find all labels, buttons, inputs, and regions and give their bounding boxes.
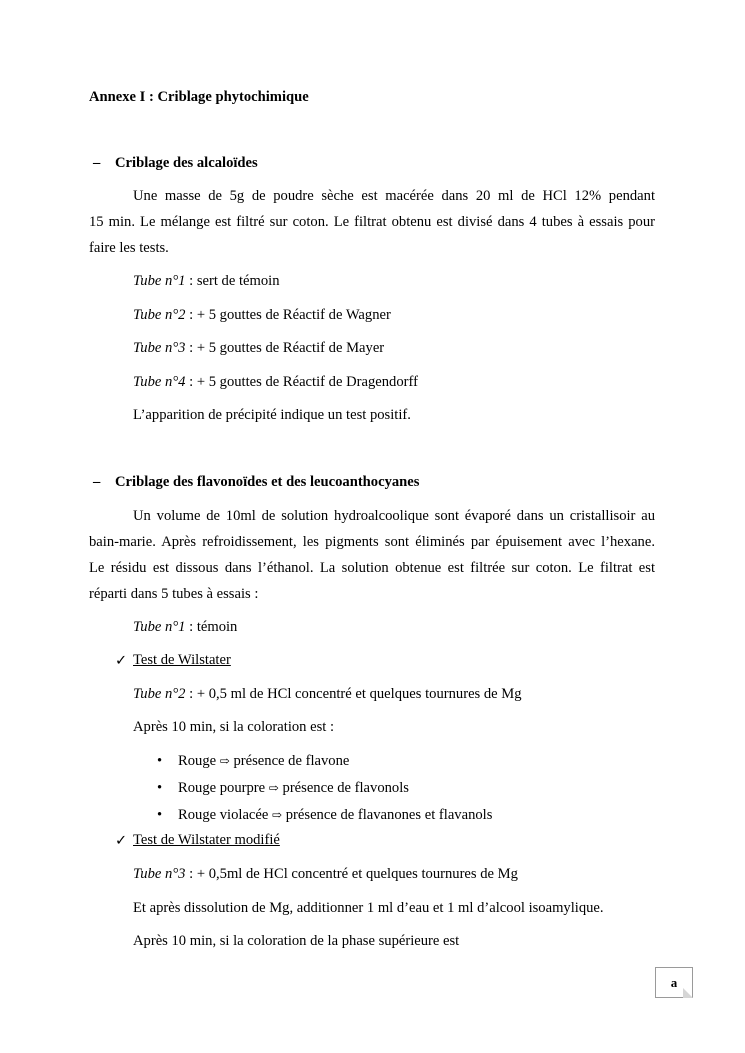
bullet-icon: • <box>157 807 163 823</box>
list-item <box>178 780 409 797</box>
paragraph-line: Le résidu est dissous dans l’éthanol. La solution obtenue est filtrée sur coton. Le filtrat est <box>89 560 655 576</box>
tube-text: : + 5 gouttes de Réactif de Mayer <box>185 340 385 356</box>
dash-bullet: – <box>93 474 101 490</box>
tube-line <box>133 307 391 324</box>
bullet-icon: • <box>157 753 163 769</box>
section-heading-alkaloids: Criblage des alcaloïdes <box>115 155 258 171</box>
dash-bullet: – <box>93 155 101 171</box>
tube-line <box>133 374 418 391</box>
tube-text: : + 0,5ml de HCl concentré et quelques tournures de Mg <box>185 866 518 882</box>
tube-text: : + 5 gouttes de Réactif de Wagner <box>185 307 391 323</box>
paragraph-line: faire les tests. <box>89 240 169 256</box>
paragraph-line: réparti dans 5 tubes à essais : <box>89 586 259 602</box>
tube-line <box>133 340 384 357</box>
result-text: présence de flavone <box>233 753 350 769</box>
tube-label: Tube n°1 <box>133 619 186 635</box>
list-item <box>178 753 349 770</box>
tube-line <box>133 686 522 703</box>
tube-label: Tube n°3 <box>133 340 186 356</box>
bullet-icon: • <box>157 780 163 796</box>
page-title: Annexe I : Criblage phytochimique <box>89 89 309 105</box>
arrow-right-icon: ⇨ <box>219 754 230 768</box>
paragraph-line: Une masse de 5g de poudre sèche est macérée dans 20 ml de HCl 12% pendant <box>133 188 655 204</box>
arrow-right-icon: ⇨ <box>268 781 279 795</box>
after-line: Après 10 min, si la coloration est : <box>133 719 335 735</box>
paragraph-line: Un volume de 10ml de solution hydroalcoolique sont évaporé dans un cristallisoir au <box>133 508 655 524</box>
tube-text: : témoin <box>185 619 238 635</box>
tube-text: : sert de témoin <box>185 273 280 289</box>
test-title-wilstater-modified: Test de Wilstater modifié <box>133 832 280 848</box>
tube-label: Tube n°1 <box>133 273 186 289</box>
tube-line <box>133 273 280 290</box>
section-heading-flavonoids: Criblage des flavonoïdes et des leucoanthocyanes <box>115 474 420 490</box>
page-number: a <box>670 975 678 990</box>
tube-label: Tube n°2 <box>133 307 186 323</box>
instruction-line: Après 10 min, si la coloration de la phase supérieure est <box>133 933 460 949</box>
list-item <box>178 807 492 824</box>
color-name: Rouge <box>178 753 217 769</box>
test-title-wilstater: Test de Wilstater <box>133 652 231 668</box>
tube-line <box>133 619 237 636</box>
result-text: présence de flavanones et flavanols <box>285 807 493 823</box>
tube-label: Tube n°3 <box>133 866 186 882</box>
tube-text: : + 5 gouttes de Réactif de Dragendorff <box>185 374 418 390</box>
tube-line <box>133 866 518 883</box>
color-name: Rouge pourpre <box>178 780 266 796</box>
conclusion-line: L’apparition de précipité indique un test positif. <box>133 407 411 423</box>
tube-label: Tube n°4 <box>133 374 186 390</box>
paragraph-line: bain-marie. Après refroidissement, les pigments sont éliminés par épuisement avec l’hexane. <box>89 534 655 550</box>
color-name: Rouge violacée <box>178 807 269 823</box>
check-icon: ✓ <box>115 653 128 669</box>
check-icon: ✓ <box>115 833 128 849</box>
tube-text: : + 0,5 ml de HCl concentré et quelques tournures de Mg <box>185 686 522 702</box>
tube-label: Tube n°2 <box>133 686 186 702</box>
paragraph-line: 15 min. Le mélange est filtré sur coton. Le filtrat obtenu est divisé dans 4 tubes à essais pour <box>89 214 655 230</box>
arrow-right-icon: ⇨ <box>272 808 283 822</box>
page-fold-corner <box>683 988 693 998</box>
page-number-box <box>655 967 693 998</box>
instruction-line: Et après dissolution de Mg, additionner 1 ml d’eau et 1 ml d’alcool isoamylique. <box>133 900 604 916</box>
result-text: présence de flavonols <box>282 780 409 796</box>
